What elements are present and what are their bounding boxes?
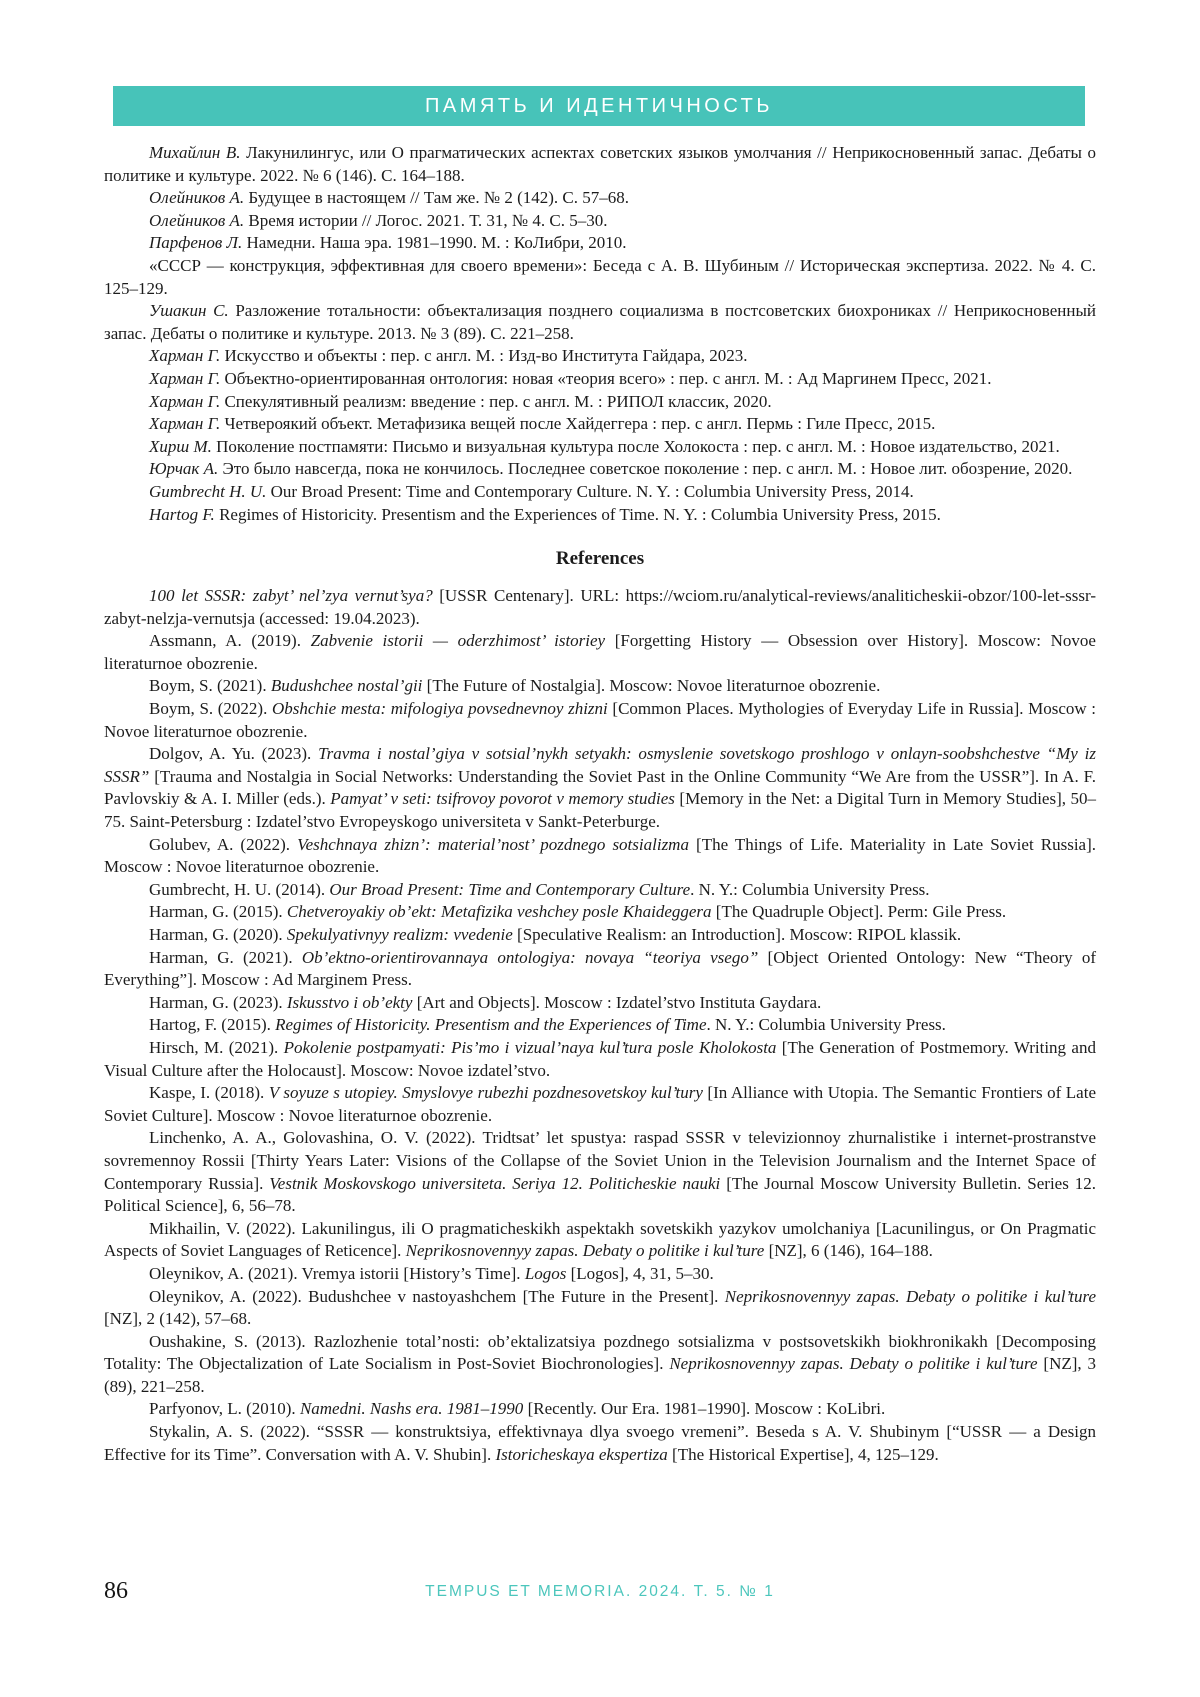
entry-italic-segment: 100 let SSSR: zabyt’ nel’zya vernut’sya? <box>149 586 433 606</box>
entry-text-segment: Поколение постпамяти: Письмо и визуальная культура после Холокоста : пер. с англ. М. : Новое издательство, 2021. <box>211 436 1060 456</box>
entry-text-segment: Hartog, F. (2015). <box>149 1015 276 1035</box>
entry-text-segment: [The Things of Life. Materiality in Late Soviet Russia]. Moscow : Novoe literaturnoe obozrenie. <box>104 834 1096 877</box>
entry-text-segment: Our Broad Present: Time and Contemporary Culture. N. Y. : Columbia University Press, 2014. <box>266 481 914 501</box>
entry-text-segment: Mikhailin, V. (2022). Lakunilingus, ili O pragmaticheskikh aspektakh sovetskikh yazykov umolchaniya [Lacunilingus, or On Pragmatic Aspects of Soviet Languages of Reticence]. <box>104 1218 1096 1261</box>
reference-entry <box>104 1263 1096 1286</box>
entry-italic-segment: Парфенов Л. <box>149 233 243 253</box>
bibliography-entry <box>104 481 1096 504</box>
reference-entry <box>104 1331 1096 1399</box>
reference-entry <box>104 1082 1096 1127</box>
entry-italic-segment: Михайлин В. <box>149 143 241 162</box>
entry-italic-segment: Hartog F. <box>149 504 215 524</box>
entry-italic-segment: Our Broad Present: Time and Contemporary Culture <box>329 879 691 899</box>
entry-text-segment: [Speculative Realism: an Introduction]. Moscow: RIPOL klassik. <box>512 925 962 944</box>
entry-text-segment: [Object Oriented Ontology: New “Theory of Everything”]. Moscow : Ad Marginem Press. <box>104 947 1097 990</box>
section-banner <box>113 86 1085 126</box>
entry-text-segment: Harman, G. (2021). <box>149 947 302 967</box>
reference-entry <box>104 585 1096 630</box>
entry-text-segment: Linchenko, A. A., Golovashina, O. V. (2022). Tridtsat’ let spustya: raspad SSSR v televizionnoy zhurnalistike i internet-prostranstve sovremennoy Rossii [Thirty Years Later: Visions of the Collapse of the Soviet Union in the Television Journalism and the Internet Space of Contemporary Russia]. <box>104 1128 1096 1193</box>
entry-italic-segment: Namedni. Nashs era. 1981–1990 <box>299 1399 524 1419</box>
reference-entry <box>104 992 1096 1015</box>
entry-italic-segment: Regimes of Historicity. Presentism and the Experiences of Time <box>275 1015 707 1035</box>
entry-text-segment: [In Alliance with Utopia. The Semantic Frontiers of Late Soviet Culture]. Moscow : Novoe literaturnoe obozrenie. <box>104 1083 1097 1125</box>
reference-entry <box>104 924 1096 947</box>
entry-text-segment: Parfyonov, L. (2010). <box>149 1399 300 1419</box>
bibliography-entry <box>104 232 1096 255</box>
entry-italic-segment: Veshchnaya zhizn’: material’nost’ pozdnego sotsializma <box>297 834 689 854</box>
entry-text-segment: [The Future of Nostalgia]. Moscow: Novoe literaturnoe obozrenie. <box>422 676 881 696</box>
entry-text-segment: [Logos], 4, 31, 5–30. <box>566 1263 714 1283</box>
reference-entry <box>104 879 1096 902</box>
entry-italic-segment: Iskusstvo i ob’ekty <box>286 992 413 1012</box>
entry-text-segment: Golubev, A. (2022). <box>149 834 298 854</box>
bibliography-entry <box>104 368 1096 391</box>
entry-italic-segment: Travma i nostal’giya v sotsial’nykh setyakh: osmyslenie sovetskogo proshlogo v onlayn-soobshchestve “My iz SSSR” <box>104 744 1096 786</box>
entry-text-segment: Boym, S. (2022). <box>149 699 272 719</box>
reference-entry <box>104 1037 1096 1082</box>
entry-text-segment: Harman, G. (2023). <box>149 992 287 1012</box>
bibliography-entry <box>104 345 1096 368</box>
entry-italic-segment: Pamyat’ v seti: tsifrovoy povorot v memory studies <box>330 789 675 809</box>
entry-text-segment: . N. Y.: Columbia University Press. <box>690 879 930 899</box>
entry-text-segment: Искусство и объекты : пер. с англ. М. : Изд-во Института Гайдара, 2023. <box>220 346 748 366</box>
reference-entry <box>104 630 1096 675</box>
entry-text-segment: Hirsch, M. (2021). <box>149 1037 284 1057</box>
entry-text-segment: Это было навсегда, пока не кончилось. Последнее советское поколение : пер. с англ. М. : Новое лит. обозрение, 2020. <box>218 459 1073 479</box>
reference-entry <box>104 834 1096 879</box>
bibliography-entry <box>104 255 1096 300</box>
entry-italic-segment: Ob’ektno-orientirovannaya ontologiya: novaya “teoriya vsego” <box>301 947 759 967</box>
bibliography-entry <box>104 142 1096 187</box>
entry-italic-segment: Pokolenie postpamyati: Pis’mo i vizual’naya kul’tura posle Kholokosta <box>283 1037 777 1057</box>
entry-text-segment: Разложение тотальности: объектализация позднего социализма в постсоветских биохрониках // Неприкосновенный запас. Дебаты о политике и культуре. 2013. № 3 (89). С. 221–258. <box>104 301 1096 343</box>
entry-italic-segment: Харман Г. <box>149 368 221 388</box>
entry-text-segment: [Recently. Our Era. 1981–1990]. Moscow : KoLibri. <box>523 1399 886 1419</box>
entry-italic-segment: Олейников А. <box>149 188 245 208</box>
journal-footer-line: TEMPUS ET MEMORIA. 2024. Т. 5. № 1 <box>425 1583 775 1600</box>
entry-text-segment: Четвероякий объект. Метафизика вещей после Хайдеггера : пер. с англ. Пермь : Гиле Пресс, 2015. <box>220 414 936 434</box>
entry-italic-segment: Chetveroyakiy ob’ekt: Metafizika veshchey posle Khaideggera <box>286 902 712 922</box>
entry-italic-segment: Zabvenie istorii — oderzhimost’ istoriey <box>310 631 606 651</box>
entry-text-segment: Regimes of Historicity. Presentism and the Experiences of Time. N. Y. : Columbia University Press, 2015. <box>214 504 941 524</box>
reference-entry <box>104 901 1096 924</box>
bibliography-entry <box>104 187 1096 210</box>
bibliography-entry <box>104 300 1096 345</box>
entry-text-segment: Oleynikov, A. (2021). Vremya istorii [History’s Time]. <box>149 1263 525 1283</box>
entry-text-segment: [Memory in the Net: a Digital Turn in Memory Studies], 50–75. Saint-Petersburg : Izdatel’stvo Evropeyskogo universiteta v Sankt-Peterburge. <box>104 789 1096 832</box>
entry-italic-segment: Ушакин С. <box>149 301 229 321</box>
entry-text-segment: [The Journal Moscow University Bulletin. Series 12. Political Science], 6, 56–78. <box>104 1173 1096 1216</box>
entry-text-segment: Лакунилингус, или О прагматических аспектах советских языков умолчания // Неприкосновенный запас. Дебаты о политике и культуре. 2022. № 6 (146). С. 164–188. <box>104 143 1096 185</box>
entry-text-segment: [NZ], 2 (142), 57–68. <box>104 1309 252 1329</box>
entry-italic-segment: Istoricheskaya ekspertiza <box>495 1444 668 1464</box>
entry-text-segment: Gumbrecht, H. U. (2014). <box>149 879 330 899</box>
entry-italic-segment: Харман Г. <box>149 346 221 366</box>
entry-text-segment: [The Historical Expertise], 4, 125–129. <box>667 1444 939 1464</box>
entry-text-segment: [The Quadruple Object]. Perm: Gile Press. <box>711 902 1007 922</box>
reference-entry <box>104 1218 1096 1263</box>
bibliography-entry <box>104 458 1096 481</box>
reference-entry <box>104 947 1096 992</box>
entry-text-segment: Boym, S. (2021). <box>149 676 271 696</box>
entry-text-segment: Dolgov, A. Yu. (2023). <box>149 744 319 764</box>
reference-entry <box>104 675 1096 698</box>
entry-text-segment: [Forgetting History — Obsession over History]. Moscow: Novoe literaturnoe obozrenie. <box>104 631 1096 673</box>
bibliography-entry <box>104 504 1096 527</box>
entry-text-segment: [USSR Centenary]. URL: https://wciom.ru/analytical-reviews/analiticheskii-obzor/100-let-sssr-zabyt-nelzja-vernutsja (accessed: 19.04.2023). <box>104 586 1096 628</box>
bibliography-entry <box>104 391 1096 414</box>
entry-italic-segment: Харман Г. <box>149 414 221 434</box>
entry-italic-segment: Харман Г. <box>149 391 221 411</box>
entry-italic-segment: Neprikosnovennyy zapas. Debaty o politike i kul’ture <box>405 1241 765 1261</box>
references-heading: References <box>555 548 645 570</box>
reference-entry <box>104 1398 1096 1421</box>
entry-text-segment: [Trauma and Nostalgia in Social Networks: Understanding the Soviet Past in the Online Community “We Are from the USSR”]. In A. F. Pavlovskiy & A. I. Miller (eds.). <box>104 766 1096 809</box>
entry-text-segment: Объектно-ориентированная онтология: новая «теория всего» : пер. с англ. М. : Ад Маргинем Пресс, 2021. <box>220 368 992 388</box>
entry-italic-segment: V soyuze s utopiey. Smyslovye rubezhi pozdnesovetskoy kul’tury <box>268 1083 703 1103</box>
entry-italic-segment: Gumbrecht H. U. <box>149 481 267 501</box>
entry-italic-segment: Neprikosnovennyy zapas. Debaty o politike i kul’ture <box>669 1354 1038 1374</box>
bibliography-entry <box>104 210 1096 233</box>
page-number: 86 <box>104 1578 128 1604</box>
entry-italic-segment: Олейников А. <box>149 210 245 230</box>
entry-text-segment: [NZ], 3 (89), 221–258. <box>104 1354 1096 1396</box>
entry-italic-segment: Хирш М. <box>149 436 212 456</box>
entry-text-segment: Harman, G. (2015). <box>149 902 287 922</box>
entry-text-segment: Oleynikov, A. (2022). Budushchee v nastoyashchem [The Future in the Present]. <box>149 1286 725 1306</box>
entry-text-segment: . N. Y.: Columbia University Press. <box>706 1015 946 1035</box>
entry-text-segment: [Art and Objects]. Moscow : Izdatel’stvo Instituta Gaydara. <box>412 992 822 1012</box>
bibliography-entry <box>104 413 1096 436</box>
entry-text-segment: «СССР — конструкция, эффективная для своего времени»: Беседа с А. В. Шубиным // Историческая экспертиза. 2022. № 4. С. 125–129. <box>104 255 1096 298</box>
entry-text-segment: [Common Places. Mythologies of Everyday Life in Russia]. Moscow : Novoe literaturnoe obozrenie. <box>104 699 1097 741</box>
reference-entry <box>104 698 1096 743</box>
page-content <box>104 142 1096 1466</box>
references-list <box>104 585 1096 1466</box>
reference-entry <box>104 1127 1096 1217</box>
entry-text-segment: Намедни. Наша эра. 1981–1990. М. : КоЛибри, 2010. <box>242 233 627 253</box>
entry-text-segment: Harman, G. (2020). <box>149 925 287 944</box>
entry-italic-segment: Logos <box>524 1263 567 1283</box>
entry-text-segment: Assmann, A. (2019). <box>149 631 311 651</box>
reference-entry <box>104 1014 1096 1037</box>
entry-text-segment: [The Generation of Postmemory. Writing and Visual Culture after the Holocaust]. Moscow: Novoe izdatel’stvo. <box>104 1037 1096 1080</box>
bibliography-entry <box>104 436 1096 459</box>
entry-italic-segment: Neprikosnovennyy zapas. Debaty o politike i kul’ture <box>724 1286 1096 1306</box>
entry-text-segment: Спекулятивный реализм: введение : пер. с англ. М. : РИПОЛ классик, 2020. <box>220 391 772 411</box>
reference-entry <box>104 1286 1096 1331</box>
reference-entry <box>104 743 1096 833</box>
entry-italic-segment: Budushchee nostal’gii <box>270 676 423 696</box>
entry-italic-segment: Юрчак А. <box>149 459 219 479</box>
entry-text-segment: Будущее в настоящем // Там же. № 2 (142). С. 57–68. <box>244 188 629 208</box>
section-banner-title: ПАМЯТЬ И ИДЕНТИЧНОСТЬ <box>425 94 773 117</box>
entry-italic-segment: Vestnik Moskovskogo universiteta. Seriya 12. Politicheskie nauki <box>269 1173 721 1193</box>
entry-text-segment: Oushakine, S. (2013). Razlozhenie total’nosti: ob’ektalizatsiya pozdnego sotsializma v postsovetskikh biokhronikakh [Decomposing Totality: The Objectalization of Late Socialism in Post-Soviet Biochronologies]. <box>104 1331 1096 1374</box>
entry-italic-segment: Obshchie mesta: mifologiya povsednevnoy zhizni <box>271 699 608 719</box>
entry-italic-segment: Spekulyativnyy realizm: vvedenie <box>286 925 513 944</box>
russian-bibliography-list <box>104 142 1096 526</box>
entry-text-segment: Время истории // Логос. 2021. Т. 31, № 4. С. 5–30. <box>244 210 608 230</box>
entry-text-segment: Kaspe, I. (2018). <box>149 1083 269 1103</box>
entry-text-segment: [NZ], 6 (146), 164–188. <box>764 1241 933 1261</box>
entry-text-segment: Stykalin, A. S. (2022). “SSSR — konstruktsiya, effektivnaya dlya svoego vremeni”. Beseda s A. V. Shubinym [“USSR — a Design Effective for its Time”. Conversation with A. V. Shubin]. <box>104 1422 1096 1464</box>
reference-entry <box>104 1421 1096 1466</box>
